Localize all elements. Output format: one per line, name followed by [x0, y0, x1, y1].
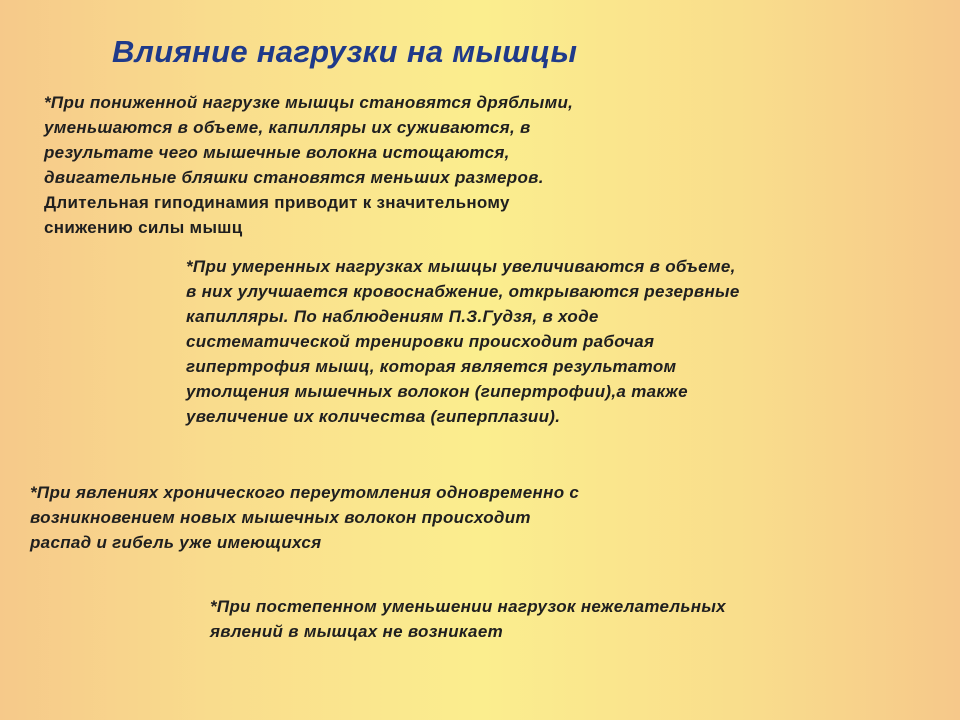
- paragraph-line: *При постепенном уменьшении нагрузок нежелательных: [210, 597, 726, 616]
- paragraph-line: капилляры. По наблюдениям П.З.Гудзя, в ходе: [186, 307, 599, 326]
- paragraph-line: возникновением новых мышечных волокон происходит: [30, 508, 531, 527]
- paragraph-line: увеличение их количества (гиперплазии).: [186, 407, 561, 426]
- paragraph-line: двигательные бляшки становятся меньших размеров.: [44, 168, 544, 187]
- paragraph-line: уменьшаются в объеме, капилляры их суживаются, в: [44, 118, 531, 137]
- paragraph-line: явлений в мышцах не возникает: [210, 622, 503, 641]
- paragraph-line: систематической тренировки происходит рабочая: [186, 332, 655, 351]
- paragraph-line: *При умеренных нагрузках мышцы увеличиваются в объеме,: [186, 257, 736, 276]
- paragraph-chronic-fatigue: [30, 480, 579, 555]
- paragraph-moderate-load: [186, 254, 740, 429]
- paragraph-reduced-load: [44, 90, 573, 240]
- paragraph-line: в них улучшается кровоснабжение, открываются резервные: [186, 282, 740, 301]
- paragraph-line: снижению силы мышц: [44, 218, 243, 237]
- slide-title: Влияние нагрузки на мышцы: [112, 34, 578, 69]
- paragraph-line: распад и гибель уже имеющихся: [30, 533, 322, 552]
- paragraph-line: результате чего мышечные волокна истощаются,: [44, 143, 510, 162]
- paragraph-line: гипертрофия мышц, которая является результатом: [186, 357, 677, 376]
- paragraph-line: Длительная гиподинамия приводит к значительному: [44, 193, 510, 212]
- paragraph-line: *При явлениях хронического переутомления одновременно с: [30, 483, 580, 502]
- paragraph-line: утолщения мышечных волокон (гипертрофии),а также: [186, 382, 688, 401]
- paragraph-gradual-reduction: [210, 594, 726, 644]
- paragraph-line: *При пониженной нагрузке мышцы становятся дряблыми,: [44, 93, 574, 112]
